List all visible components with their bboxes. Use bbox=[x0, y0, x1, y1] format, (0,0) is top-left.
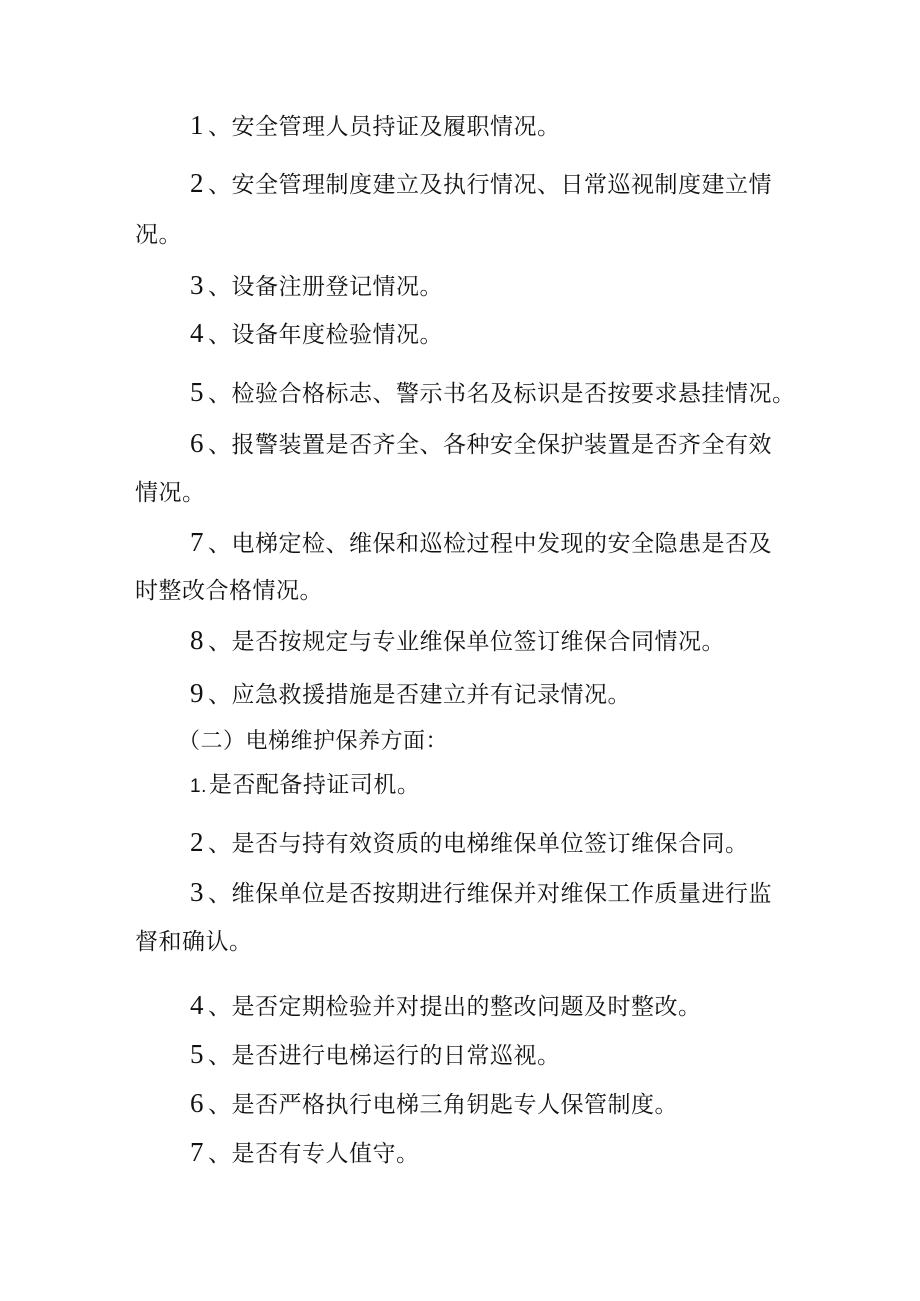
section-heading: （二）电梯维护保养方面： bbox=[178, 729, 449, 754]
section2-item-2 bbox=[190, 827, 749, 859]
item-text: 是否配备持证司机。 bbox=[208, 772, 421, 798]
item-number: 4 bbox=[190, 318, 204, 348]
section2-item-6 bbox=[190, 1088, 678, 1120]
item-text: 、是否按规定与专业维保单位签订维保合同情况。 bbox=[208, 629, 725, 655]
item-number: 4 bbox=[190, 990, 204, 1020]
item-5 bbox=[190, 377, 796, 409]
item-3 bbox=[190, 270, 443, 302]
item-text: 、维保单位是否按期进行维保并对维保工作质量进行监 bbox=[208, 881, 772, 907]
item-text: 、是否与持有效资质的电梯维保单位签订维保合同。 bbox=[208, 831, 749, 857]
item-text: 、是否有专人值守。 bbox=[208, 1141, 420, 1167]
item-6 bbox=[190, 428, 772, 460]
item-number: 7 bbox=[190, 527, 204, 557]
item-number: 6 bbox=[190, 1088, 204, 1118]
item-text: 、安全管理制度建立及执行情况、日常巡视制度建立情 bbox=[208, 172, 772, 198]
item-text: 、安全管理人员持证及履职情况。 bbox=[208, 114, 561, 140]
item-text: 、应急救援措施是否建立并有记录情况。 bbox=[208, 682, 631, 708]
section2-item-7 bbox=[190, 1137, 420, 1169]
item-text: 、设备注册登记情况。 bbox=[208, 274, 443, 300]
item-number: 3 bbox=[190, 877, 204, 907]
item-text: 、检验合格标志、警示书名及标识是否按要求悬挂情况。 bbox=[208, 381, 796, 407]
item-number: 1. bbox=[190, 776, 207, 797]
item-number: 2 bbox=[190, 827, 204, 857]
section2-item-1 bbox=[190, 770, 420, 802]
item-4 bbox=[190, 318, 443, 350]
item-number: 5 bbox=[190, 377, 204, 407]
item-9 bbox=[190, 678, 631, 710]
item-2 bbox=[190, 168, 772, 200]
item-6-continuation: 情况。 bbox=[135, 480, 206, 506]
section2-item-3 bbox=[190, 877, 772, 909]
item-number: 3 bbox=[190, 270, 204, 300]
section2-item-5 bbox=[190, 1039, 561, 1071]
item-8 bbox=[190, 625, 725, 657]
item-7 bbox=[190, 527, 772, 559]
item-1 bbox=[190, 110, 561, 142]
item-number: 7 bbox=[190, 1137, 204, 1167]
section2-item-4 bbox=[190, 990, 702, 1022]
item-text: 、是否定期检验并对提出的整改问题及时整改。 bbox=[208, 994, 702, 1020]
item-number: 6 bbox=[190, 428, 204, 458]
item-text: 、报警装置是否齐全、各种安全保护装置是否齐全有效 bbox=[208, 432, 772, 458]
section2-item-3-continuation: 督和确认。 bbox=[135, 929, 253, 955]
item-text: 、设备年度检验情况。 bbox=[208, 322, 443, 348]
item-2-continuation: 况。 bbox=[135, 222, 182, 248]
item-text: 、电梯定检、维保和巡检过程中发现的安全隐患是否及 bbox=[208, 531, 772, 557]
item-number: 8 bbox=[190, 625, 204, 655]
item-text: 、是否严格执行电梯三角钥匙专人保管制度。 bbox=[208, 1092, 678, 1118]
item-number: 5 bbox=[190, 1039, 204, 1069]
item-text: 、是否进行电梯运行的日常巡视。 bbox=[208, 1043, 561, 1069]
item-number: 1 bbox=[190, 110, 204, 140]
item-7-continuation: 时整改合格情况。 bbox=[135, 578, 323, 604]
item-number: 2 bbox=[190, 168, 204, 198]
item-number: 9 bbox=[190, 678, 204, 708]
